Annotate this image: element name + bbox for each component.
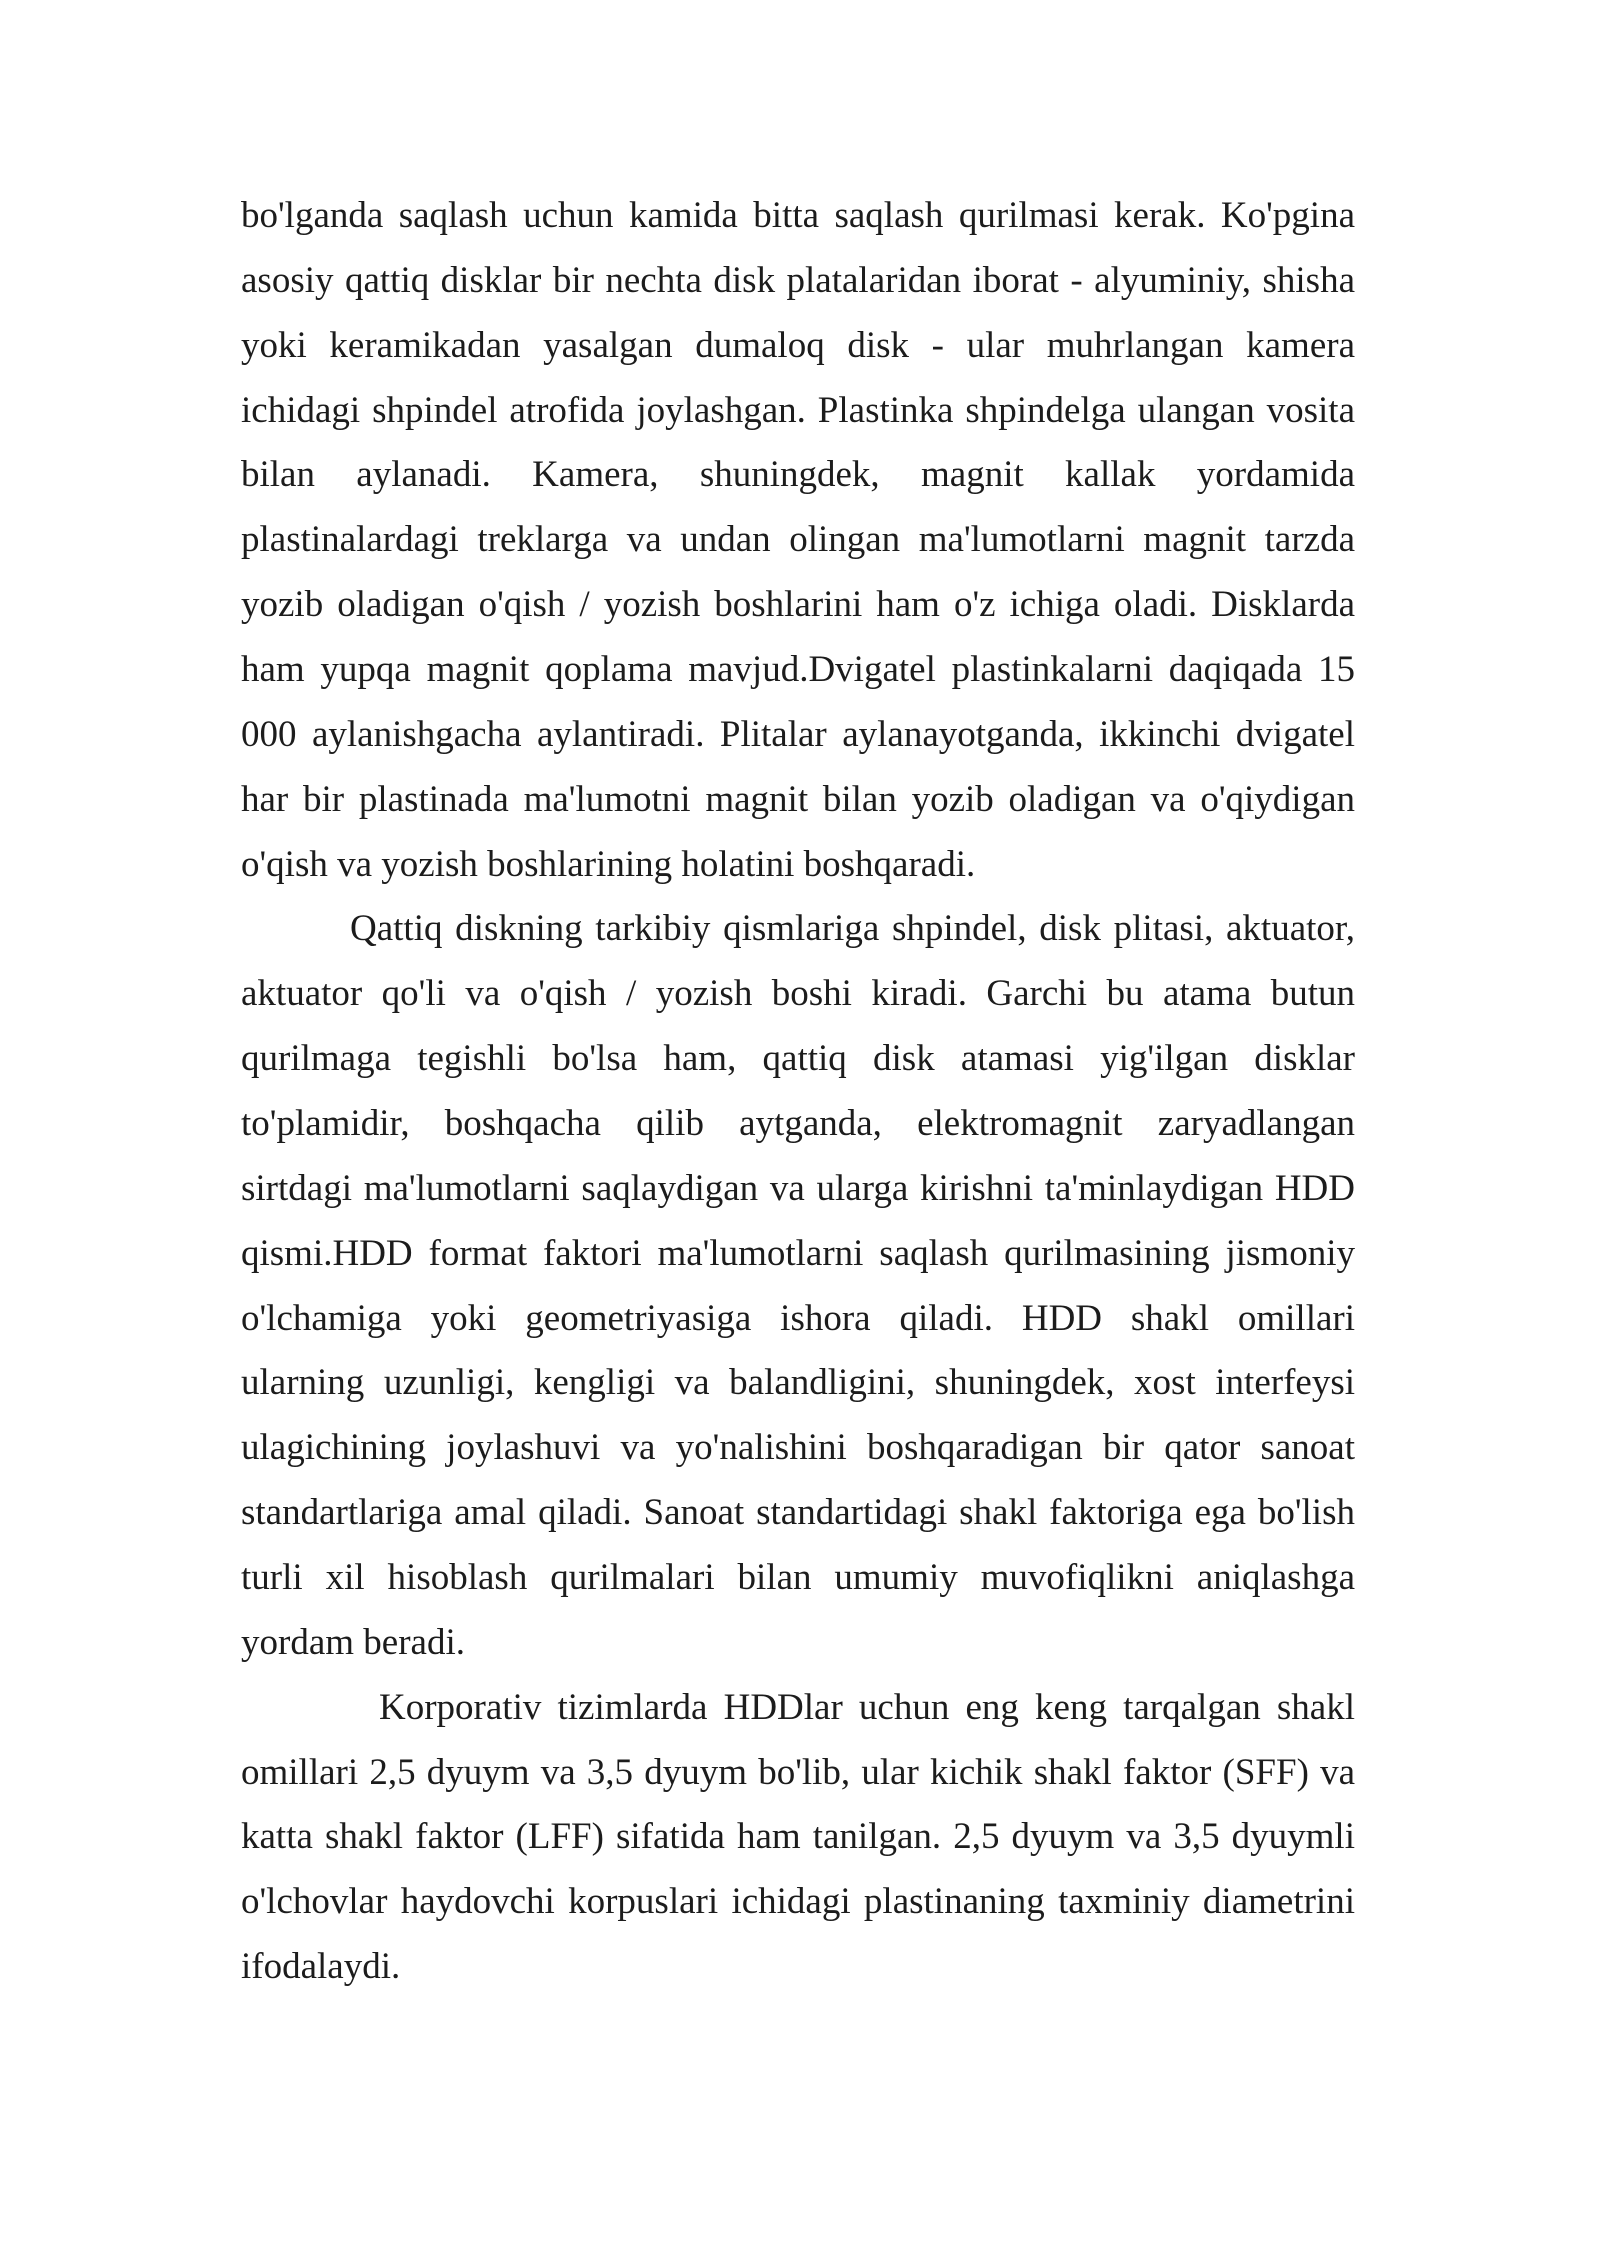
body-text xyxy=(241,184,1355,2000)
text-line: bilan aylanadi. Kamera, shuningdek, magnit kallak yordamida xyxy=(241,454,1355,496)
text-line: Korporativ tizimlarda HDDlar uchun eng keng tarqalgan shakl xyxy=(379,1686,1355,1728)
text-line: asosiy qattiq disklar bir nechta disk platalaridan iborat - alyuminiy, shisha xyxy=(241,259,1355,301)
text-line: o'lchovlar haydovchi korpuslari ichidagi plastinaning taxminiy diametrini xyxy=(241,1881,1355,1923)
text-line: katta shakl faktor (LFF) sifatida ham tanilgan. 2,5 dyuym va 3,5 dyuymli xyxy=(241,1816,1355,1858)
text-line: yordam beradi. xyxy=(241,1621,465,1663)
text-line: sirtdagi ma'lumotlarni saqlaydigan va ularga kirishni ta'minlaydigan HDD xyxy=(241,1167,1355,1209)
paragraph-form-factors xyxy=(241,1676,1355,2000)
text-line: yoki keramikadan yasalgan dumaloq disk - ular muhrlangan kamera xyxy=(241,324,1355,366)
text-line: o'qish va yozish boshlarining holatini boshqaradi. xyxy=(241,843,976,885)
paragraph-storage-devices xyxy=(241,184,1355,897)
text-line: ifodalaydi. xyxy=(241,1946,401,1988)
text-line: Qattiq diskning tarkibiy qismlariga shpindel, disk plitasi, aktuator, xyxy=(350,908,1355,950)
text-line: ularning uzunligi, kengligi va balandligini, shuningdek, xost interfeysi xyxy=(241,1362,1355,1404)
text-line: turli xil hisoblash qurilmalari bilan umumiy muvofiqlikni aniqlashga xyxy=(241,1557,1355,1599)
text-line: to'plamidir, boshqacha qilib aytganda, elektromagnit zaryadlangan xyxy=(241,1103,1355,1145)
text-line: plastinalardagi treklarga va undan olingan ma'lumotlarni magnit tarzda xyxy=(241,519,1355,561)
text-line: 000 aylanishgacha aylantiradi. Plitalar aylanayotganda, ikkinchi dvigatel xyxy=(241,713,1355,755)
text-line: ichidagi shpindel atrofida joylashgan. Plastinka shpindelga ulangan vosita xyxy=(241,389,1355,431)
text-line: qismi.HDD format faktori ma'lumotlarni saqlash qurilmasining jismoniy xyxy=(241,1232,1355,1274)
text-line: har bir plastinada ma'lumotni magnit bilan yozib oladigan va o'qiydigan xyxy=(241,778,1355,820)
paragraph-hard-disk-components xyxy=(241,897,1355,1675)
text-line: aktuator qo'li va o'qish / yozish boshi kiradi. Garchi bu atama butun xyxy=(241,973,1355,1015)
text-line: ham yupqa magnit qoplama mavjud.Dvigatel plastinkalarni daqiqada 15 xyxy=(241,649,1355,691)
text-line: omillari 2,5 dyuym va 3,5 dyuym bo'lib, ular kichik shakl faktor (SFF) va xyxy=(241,1751,1355,1793)
text-line: ulagichining joylashuvi va yo'nalishini boshqaradigan bir qator sanoat xyxy=(241,1427,1355,1469)
text-line: qurilmaga tegishli bo'lsa ham, qattiq disk atamasi yig'ilgan disklar xyxy=(241,1038,1355,1080)
text-line: o'lchamiga yoki geometriyasiga ishora qiladi. HDD shakl omillari xyxy=(241,1297,1355,1339)
text-line: yozib oladigan o'qish / yozish boshlarini ham o'z ichiga oladi. Disklarda xyxy=(241,584,1355,626)
text-line: standartlariga amal qiladi. Sanoat standartidagi shakl faktoriga ega bo'lish xyxy=(241,1492,1355,1534)
text-line: bo'lganda saqlash uchun kamida bitta saqlash qurilmasi kerak. Ko'pgina xyxy=(241,195,1355,236)
